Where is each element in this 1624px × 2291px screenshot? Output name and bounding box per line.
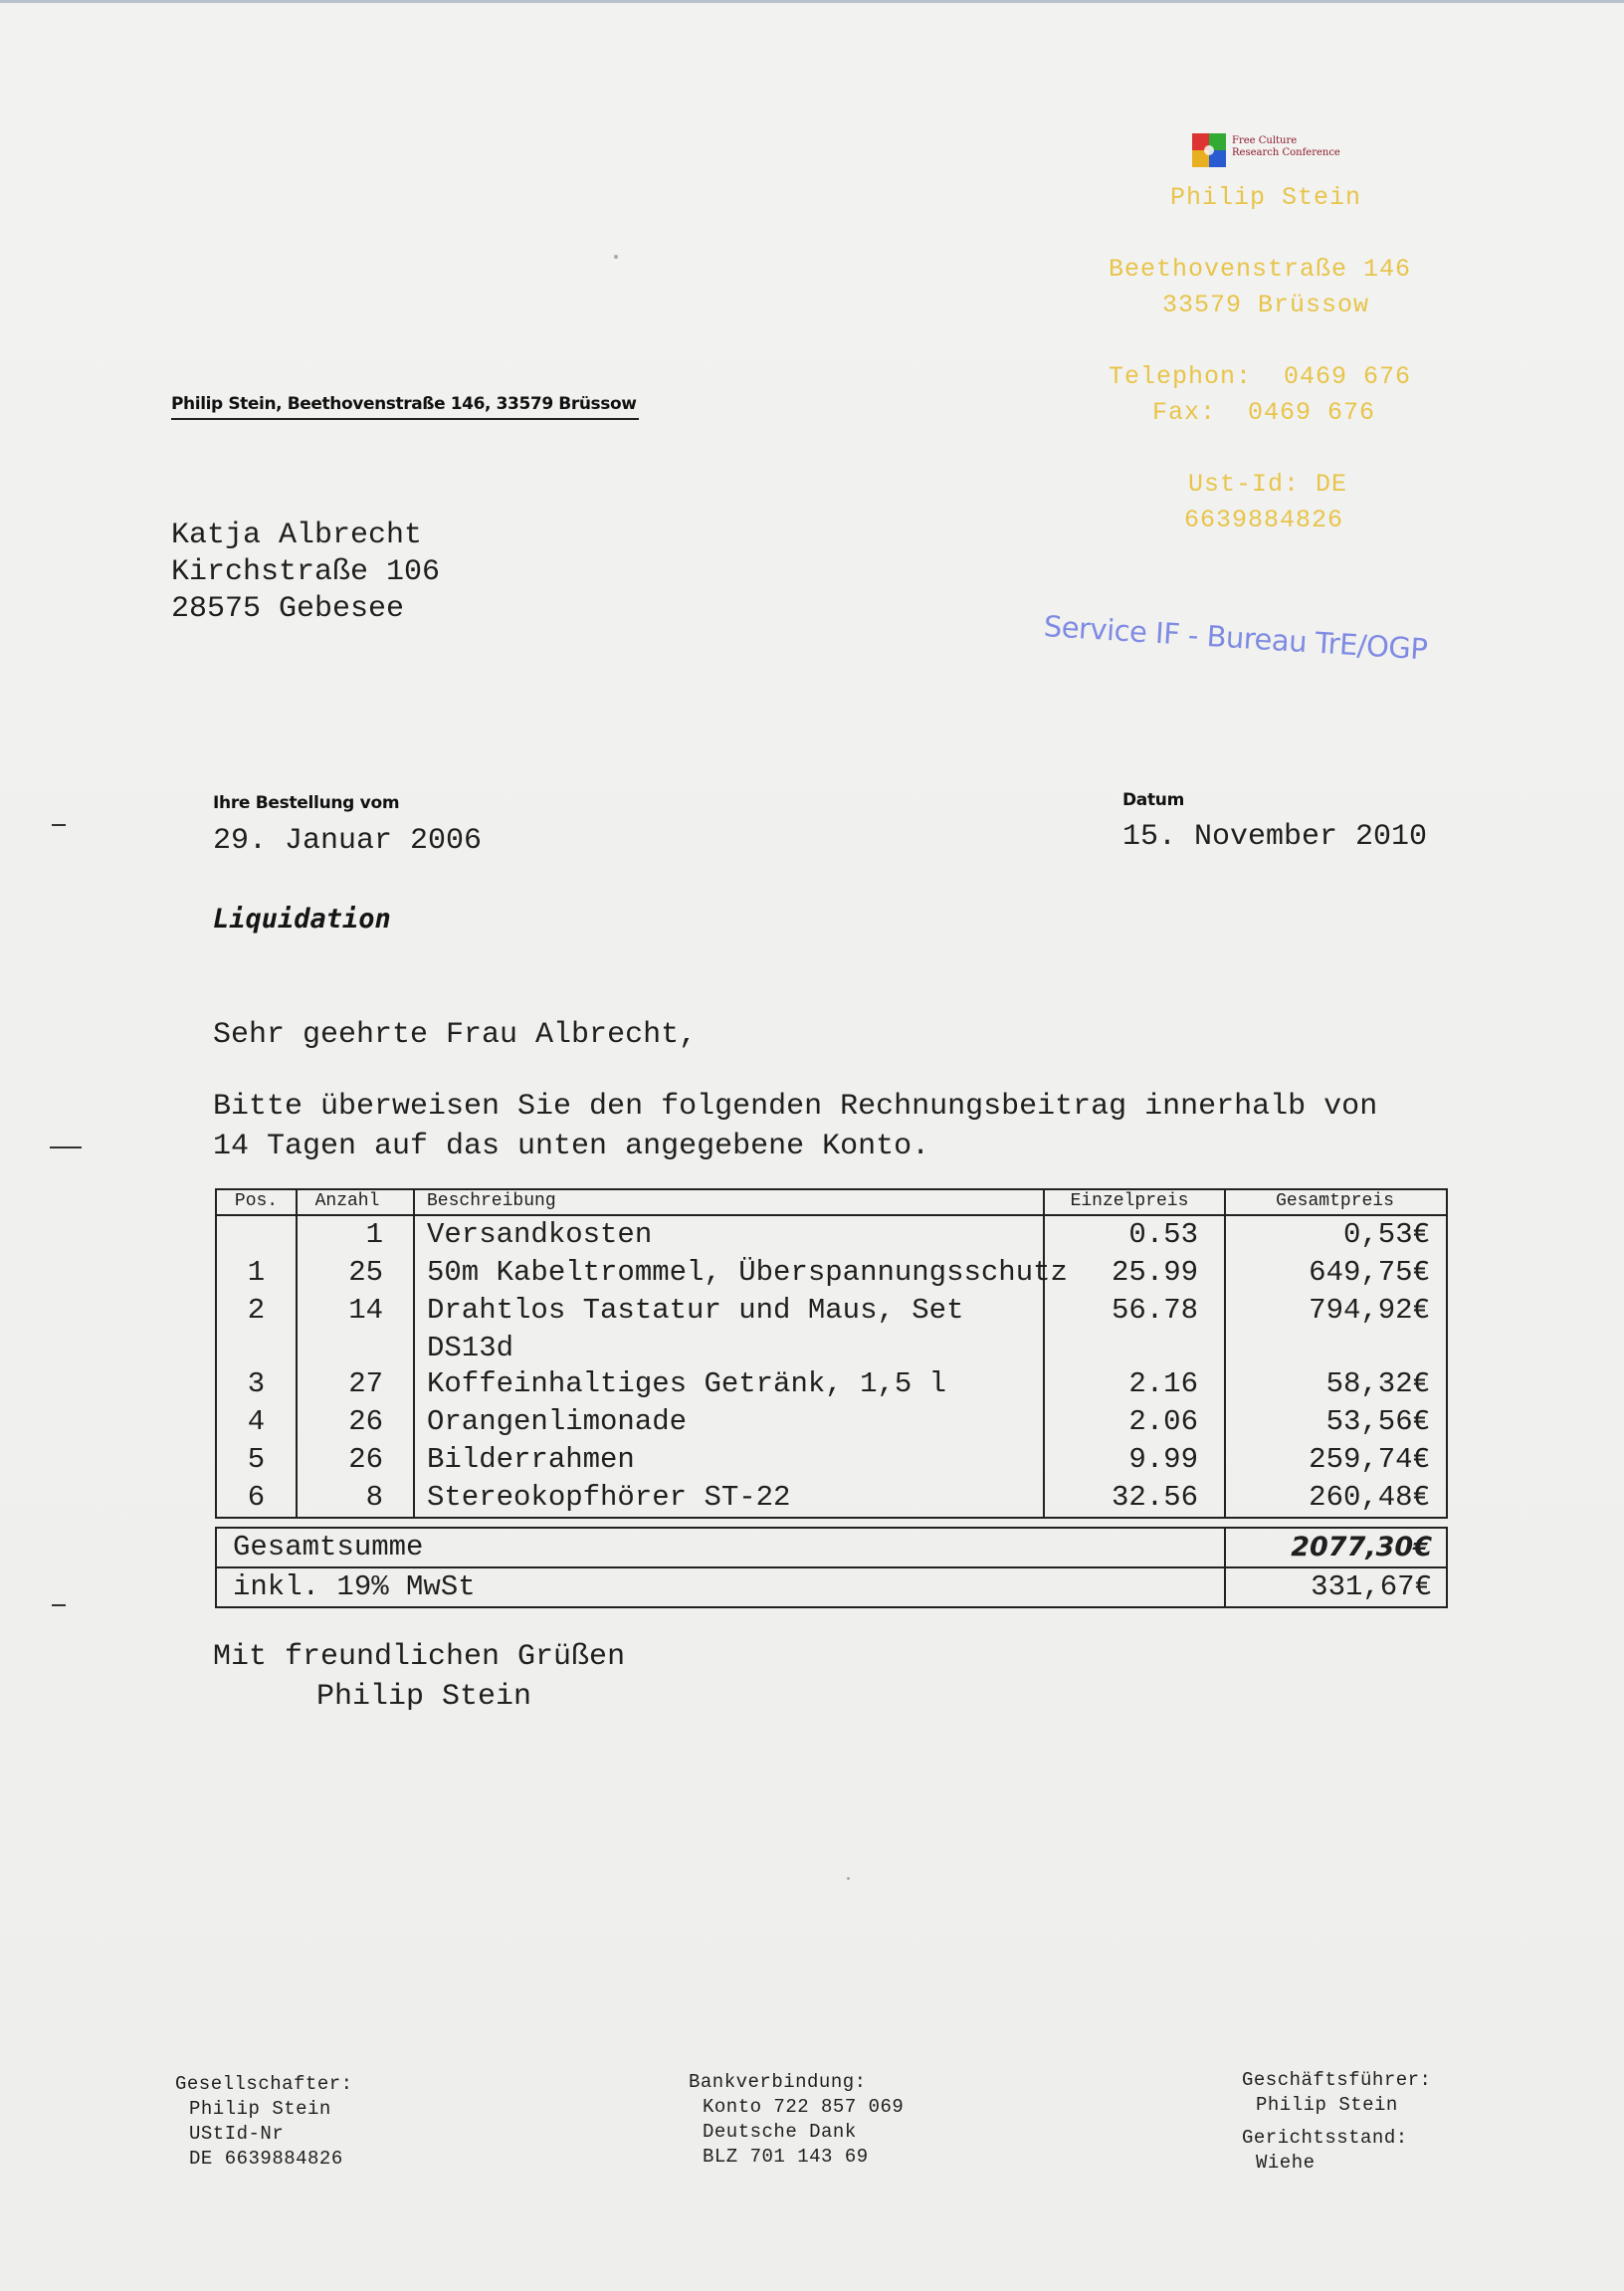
total-label: Gesamtsumme [233, 1531, 424, 1563]
row-einzelpreis: 56.78 [1111, 1294, 1198, 1327]
date-label: Datum [1122, 790, 1185, 810]
table-row [217, 1441, 1446, 1479]
salutation: Sehr geehrte Frau Albrecht, [213, 1018, 698, 1052]
recipient-name: Katja Albrecht [171, 519, 423, 552]
row-anzahl: 14 [348, 1294, 383, 1327]
footer-partners-line: Philip Stein [189, 2098, 331, 2120]
row-anzahl: 1 [365, 1218, 383, 1251]
vat-label: inkl. 19% MwSt [233, 1570, 476, 1603]
row-einzelpreis [1045, 1330, 1214, 1365]
fold-mark [52, 824, 66, 826]
scan-speck [847, 1877, 850, 1880]
row-beschreibung: Drahtlos Tastatur und Maus, Set [427, 1294, 964, 1327]
footer-partners-line: UStId-Nr [189, 2123, 285, 2145]
letterhead-telephone: Telephon: 0469 676 [1109, 362, 1412, 391]
header-beschreibung: Beschreibung [427, 1191, 556, 1211]
body-line-2: 14 Tagen auf das unten angegebene Konto. [213, 1130, 930, 1163]
row-pos: 5 [247, 1443, 266, 1476]
invoice-table [215, 1188, 1448, 1519]
row-gesamtpreis: 259,74€ [1309, 1443, 1430, 1476]
total-row [217, 1529, 1446, 1566]
row-einzelpreis: 9.99 [1128, 1443, 1198, 1476]
footer-court-line: Wiehe [1256, 2152, 1316, 2174]
row-pos: 2 [247, 1294, 266, 1327]
footer-bank [689, 2070, 904, 2170]
footer-court-title: Gerichtsstand: [1242, 2127, 1408, 2149]
row-pos [217, 1330, 296, 1365]
subject-line: Liquidation [213, 904, 391, 935]
header-gesamtpreis: Gesamtpreis [1276, 1191, 1394, 1211]
footer-partners [175, 2072, 353, 2172]
letterhead-street: Beethovenstraße 146 [1109, 255, 1412, 284]
row-beschreibung: Orangenlimonade [427, 1405, 688, 1438]
letterhead-name: Philip Stein [1170, 183, 1362, 212]
scan-top-edge [0, 0, 1624, 3]
letterhead-ust-id-label: Ust-Id: DE [1188, 470, 1348, 499]
row-gesamtpreis: 53,56€ [1325, 1405, 1430, 1438]
totals-table [215, 1527, 1448, 1608]
footer-bank-line: Deutsche Dank [703, 2121, 857, 2143]
footer-partners-line: DE 6639884826 [189, 2148, 343, 2170]
row-anzahl: 25 [348, 1256, 383, 1289]
order-date-label: Ihre Bestellung vom [213, 793, 400, 813]
scan-speck [614, 255, 618, 259]
table-row [217, 1365, 1446, 1403]
row-anzahl: 8 [365, 1481, 383, 1514]
row-einzelpreis: 25.99 [1111, 1256, 1198, 1289]
table-row [217, 1403, 1446, 1441]
conference-logo [1192, 133, 1371, 171]
date-value: 15. November 2010 [1122, 820, 1428, 854]
row-gesamtpreis: 649,75€ [1309, 1256, 1430, 1289]
row-anzahl [298, 1330, 397, 1365]
body-line-1: Bitte überweisen Sie den folgenden Rechnungsbeitrag innerhalb von [213, 1090, 1378, 1124]
row-beschreibung: 50m Kabeltrommel, Überspannungsschutz [427, 1256, 1068, 1289]
service-stamp: Service IF - Bureau TrE/OGP [1042, 609, 1429, 667]
footer-management [1242, 2068, 1431, 2176]
row-einzelpreis: 0.53 [1128, 1218, 1198, 1251]
row-einzelpreis: 2.06 [1128, 1405, 1198, 1438]
row-pos [217, 1216, 296, 1254]
row-pos: 6 [247, 1481, 266, 1514]
recipient-address [171, 518, 440, 628]
row-gesamtpreis: 58,32€ [1325, 1367, 1430, 1400]
footer-bank-line: Konto 722 857 069 [703, 2096, 905, 2118]
row-beschreibung: Versandkosten [427, 1218, 653, 1251]
row-pos: 4 [247, 1405, 266, 1438]
table-row [217, 1254, 1446, 1292]
logo-text: Free Culture Research Conference [1232, 135, 1340, 158]
header-einzelpreis: Einzelpreis [1070, 1191, 1189, 1211]
letterhead-ust-id-number: 6639884826 [1184, 506, 1344, 534]
table-row-continuation [217, 1330, 1446, 1365]
row-pos: 3 [247, 1367, 266, 1400]
row-gesamtpreis: 260,48€ [1309, 1481, 1430, 1514]
table-row [217, 1479, 1446, 1517]
row-beschreibung: DS13d [427, 1332, 514, 1364]
row-gesamtpreis [1226, 1330, 1444, 1365]
vat-row [217, 1566, 1446, 1606]
row-einzelpreis: 2.16 [1128, 1367, 1198, 1400]
row-einzelpreis: 32.56 [1111, 1481, 1198, 1514]
recipient-street: Kirchstraße 106 [171, 555, 441, 589]
header-anzahl: Anzahl [314, 1191, 380, 1211]
row-beschreibung: Bilderrahmen [427, 1443, 635, 1476]
closing-signature: Philip Stein [316, 1680, 532, 1714]
footer-management-title: Geschäftsführer: [1242, 2069, 1432, 2091]
letterhead-fax: Fax: 0469 676 [1152, 398, 1376, 427]
vat-value: 331,67€ [1311, 1570, 1432, 1603]
punch-mark [50, 1146, 82, 1148]
row-anzahl: 26 [348, 1405, 383, 1438]
table-row [217, 1292, 1446, 1330]
recipient-city: 28575 Gebesee [171, 592, 405, 626]
row-beschreibung: Koffeinhaltiges Getränk, 1,5 l [427, 1367, 947, 1400]
table-header-row [217, 1190, 1446, 1216]
footer-bank-title: Bankverbindung: [689, 2071, 867, 2093]
footer-management-line: Philip Stein [1256, 2094, 1398, 2116]
footer-partners-title: Gesellschafter: [175, 2073, 353, 2095]
row-pos: 1 [247, 1256, 266, 1289]
row-beschreibung: Stereokopfhörer ST-22 [427, 1481, 791, 1514]
row-anzahl: 27 [348, 1367, 383, 1400]
letterhead-city: 33579 Brüssow [1162, 291, 1370, 319]
sender-return-address: Philip Stein, Beethovenstraße 146, 33579 Brüssow [171, 394, 639, 420]
puzzle-logo-icon [1192, 133, 1226, 167]
header-pos: Pos. [234, 1191, 279, 1211]
total-value: 2077,30€ [1291, 1532, 1432, 1562]
order-date-value: 29. Januar 2006 [213, 824, 483, 858]
footer-bank-line: BLZ 701 143 69 [703, 2146, 869, 2168]
table-row [217, 1216, 1446, 1254]
row-anzahl: 26 [348, 1443, 383, 1476]
row-gesamtpreis: 794,92€ [1309, 1294, 1430, 1327]
fold-mark [52, 1604, 66, 1606]
row-gesamtpreis: 0,53€ [1342, 1218, 1430, 1251]
closing-greeting: Mit freundlichen Grüßen [213, 1640, 626, 1674]
